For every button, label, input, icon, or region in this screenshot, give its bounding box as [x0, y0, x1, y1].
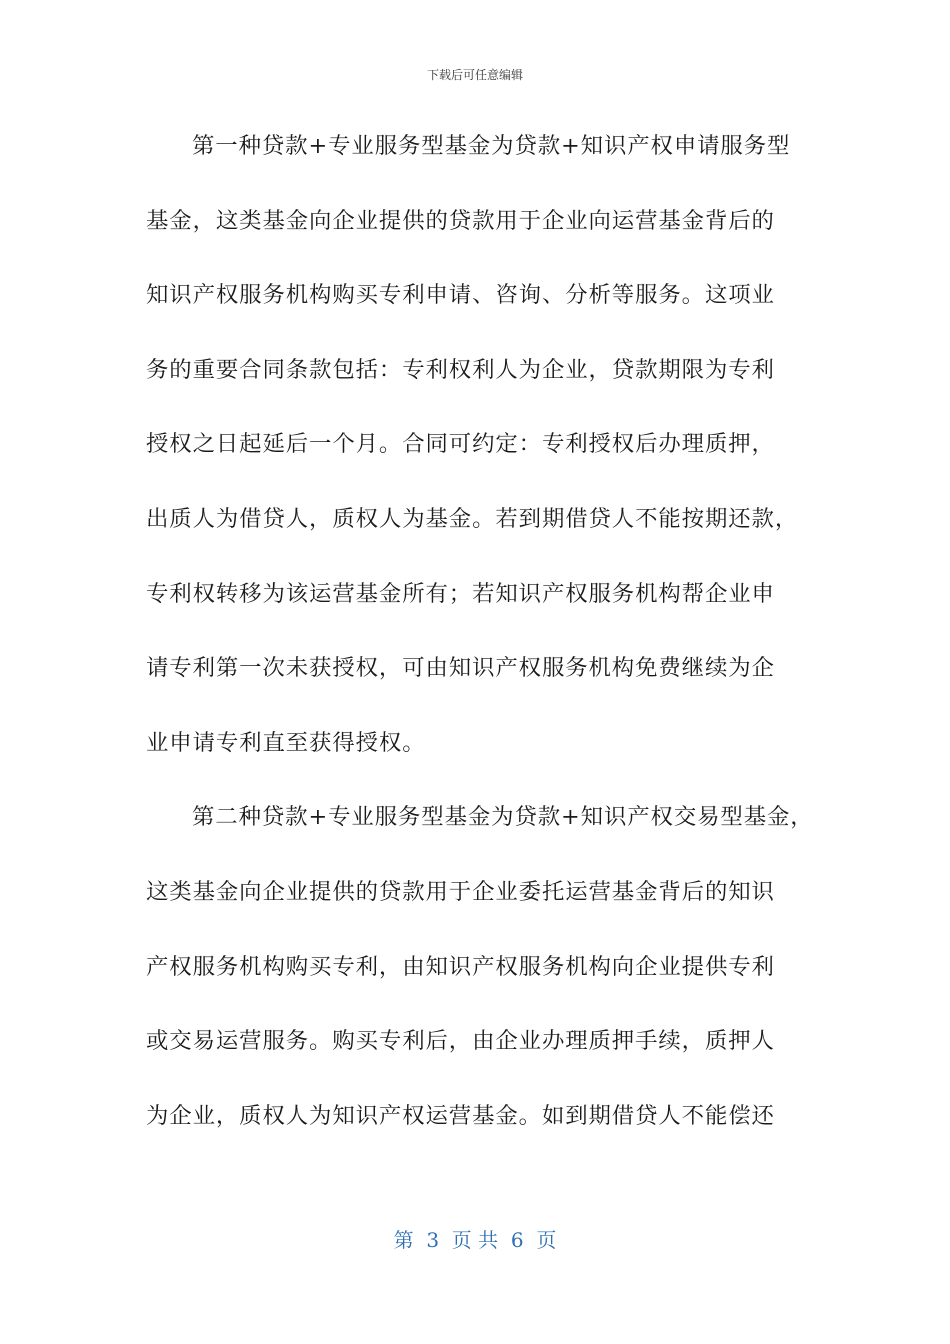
paragraph-1-line-9: 业申请专利直至获得授权。: [146, 729, 426, 756]
paragraph-2-line-3: 产权服务机构购买专利，由知识产权服务机构向企业提供专利: [146, 953, 775, 980]
paragraph-2-line-4: 或交易运营服务。购买专利后，由企业办理质押手续，质押人: [146, 1028, 775, 1055]
paragraph-1-line-6: 出质人为借贷人，质权人为基金。若到期借贷人不能按期还款，: [146, 505, 799, 532]
paragraph-1-line-5: 授权之日起延后一个月。合同可约定：专利授权后办理质押，: [146, 431, 775, 458]
paragraph-2-line-1: 第二种贷款+专业服务型基金为贷款+知识产权交易型基金，: [192, 804, 814, 831]
page-header-note: 下载后可任意编辑: [426, 68, 523, 82]
paragraph-1-line-2: 基金，这类基金向企业提供的贷款用于企业向运营基金背后的: [146, 207, 775, 234]
paragraph-1-line-1: 第一种贷款+专业服务型基金为贷款+知识产权申请服务型: [192, 133, 791, 159]
paragraph-1-line-4: 务的重要合同条款包括：专利权利人为企业，贷款期限为专利: [146, 356, 775, 383]
page-number-footer: 第 3 页 共 6 页: [393, 1228, 557, 1252]
document-body: [146, 123, 814, 1167]
paragraph-1-line-3: 知识产权服务机构购买专利申请、咨询、分析等服务。这项业: [146, 282, 775, 309]
paragraph-2-line-2: 这类基金向企业提供的贷款用于企业委托运营基金背后的知识: [146, 878, 775, 905]
paragraph-1-line-7: 专利权转移为该运营基金所有；若知识产权服务机构帮企业申: [146, 580, 775, 607]
paragraph-2-line-5: 为企业，质权人为知识产权运营基金。如到期借贷人不能偿还: [146, 1102, 775, 1129]
paragraph-1-line-8: 请专利第一次未获授权，可由知识产权服务机构免费继续为企: [146, 655, 775, 682]
